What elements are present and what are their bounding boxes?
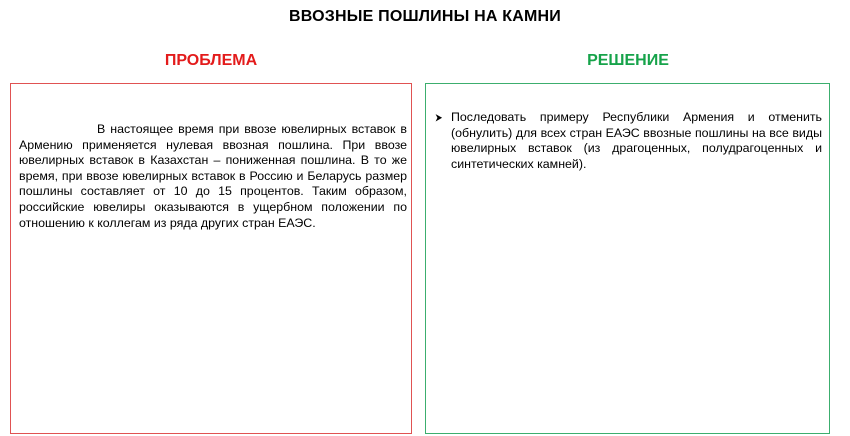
problem-text: В настоящее время при ввозе ювелирных вставок в Армению применяется нулевая ввозная пошлина. При ввозе ювелирных вставок в Казахстан – пониженная пошлина. В то же время, при ввозе ювелирных вставок в Россию и Беларусь размер пошлины составляет от 10 до 15 процентов. Таким образом, российские ювелиры оказываются в ущербном положении по отношению к коллегам из ряда других стран ЕАЭС.	[19, 122, 407, 230]
solution-item	[434, 110, 822, 172]
problem-heading: ПРОБЛЕМА	[164, 52, 258, 69]
solution-panel	[425, 83, 830, 434]
solution-heading: РЕШЕНИЕ	[587, 52, 669, 69]
solution-list	[434, 110, 822, 172]
problem-panel	[10, 83, 412, 434]
arrow-bullet-icon	[434, 110, 444, 126]
slide-title: ВВОЗНЫЕ ПОШЛИНЫ НА КАМНИ	[289, 8, 561, 25]
solution-item-text: Последовать примеру Республики Армения и отменить (обнулить) для всех стран ЕАЭС ввозные пошлины на все виды ювелирных вставок (из драгоценных, полудрагоценных и синтетических камней).	[451, 110, 822, 171]
